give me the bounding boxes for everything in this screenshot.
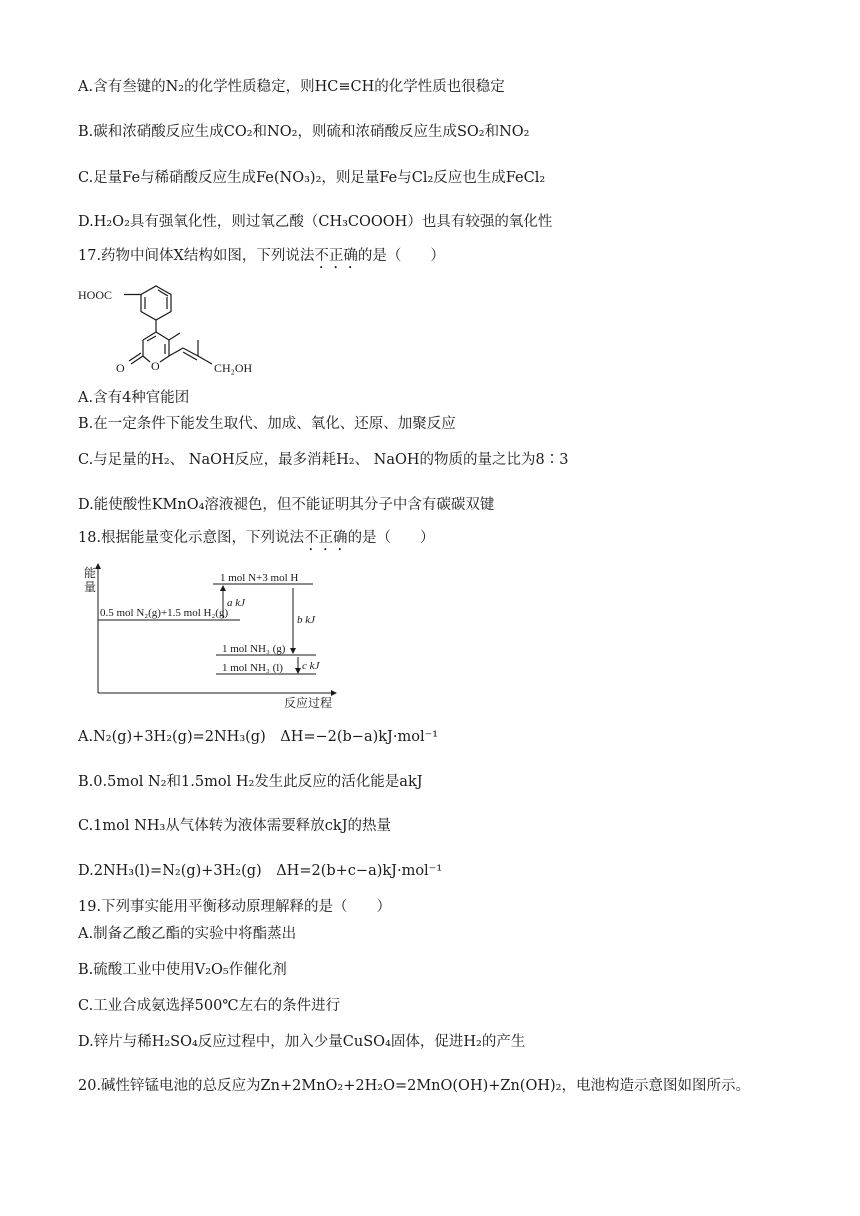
energy-levels [98, 584, 316, 674]
q18-stem [78, 528, 435, 554]
q18-stem-prefix: 18.根据能量变化示意图，下列说法 [78, 530, 305, 546]
arrow-a-label: a kJ [227, 597, 246, 609]
q18-stem-suffix: 的是（ ） [347, 530, 435, 546]
q16-option-b: B.碳和浓硝酸反应生成CO₂和NO₂，则硫和浓硝酸反应生成SO₂和NO₂ [78, 124, 530, 140]
level-gas-label: 1 mol NH₃ (g) [222, 643, 286, 655]
energy-x-label: 反应过程 [284, 696, 333, 710]
q16-option-a: A.含有叁键的N₂的化学性质稳定，则HC≡CH的化学性质也很稳定 [78, 79, 505, 95]
q17-option-c: C.与足量的H₂、 NaOH反应，最多消耗H₂、 NaOH的物质的量之比为8∶3 [78, 452, 569, 468]
q17-option-a: A.含有4种官能团 [78, 390, 190, 406]
q18-energy-diagram [80, 560, 350, 710]
q18-stem-emphasis: 不正确 [304, 530, 348, 546]
level-atoms-label: 1 mol N+3 mol H [220, 572, 299, 584]
arrow-b-label: b kJ [297, 614, 316, 626]
level-reactants-label: 0.5 mol N₂(g)+1.5 mol H₂(g) [100, 607, 229, 619]
q19-stem: 19.下列事实能用平衡移动原理解释的是（ ） [78, 899, 392, 915]
energy-y-label-2: 量 [84, 580, 97, 594]
q19-option-a: A.制备乙酸乙酯的实验中将酯蒸出 [78, 926, 297, 942]
q16-option-c: C.足量Fe与稀硝酸反应生成Fe(NO₃)₂，则足量Fe与Cl₂反应也生成FeCl₂ [78, 170, 546, 186]
energy-y-label-1: 能 [84, 566, 97, 580]
q17-option-d: D.能使酸性KMnO₄溶液褪色，但不能证明其分子中含有碳碳双键 [78, 497, 495, 513]
q17-stem-emphasis: 不正确 [314, 248, 358, 264]
q16-option-d: D.H₂O₂具有强氧化性，则过氧乙酸（CH₃COOOH）也具有较强的氧化性 [78, 214, 553, 230]
q18-option-c: C.1mol NH₃从气体转为液体需要释放ckJ的热量 [78, 818, 392, 834]
q19-option-c: C.工业合成氨选择500℃左右的条件进行 [78, 998, 341, 1014]
structure-cooh-label: HOOC [78, 288, 113, 302]
q18-option-a: A.N₂(g)+3H₂(g)=2NH₃(g) ΔH=−2(b−a)kJ·mol⁻¹ [78, 729, 439, 745]
q17-structure-diagram [76, 278, 296, 384]
q17-option-b: B.在一定条件下能发生取代、加成、氧化、还原、加聚反应 [78, 416, 456, 432]
q18-option-d: D.2NH₃(l)=N₂(g)+3H₂(g) ΔH=2(b+c−a)kJ·mol⁻¹ [78, 863, 443, 879]
level-liquid-label: 1 mol NH₃ (l) [222, 662, 283, 674]
q19-option-d: D.锌片与稀H₂SO₄反应过程中，加入少量CuSO₄固体，促进H₂的产生 [78, 1034, 526, 1050]
q18-option-b: B.0.5mol N₂和1.5mol H₂发生此反应的活化能是akJ [78, 774, 423, 790]
q20-stem: 20.碱性锌锰电池的总反应为Zn+2MnO₂+2H₂O=2MnO(OH)+Zn(OH)₂，电池构造示意图如图所示。 [78, 1078, 750, 1094]
q17-stem-suffix: 的是（ ） [357, 248, 445, 264]
q17-stem [78, 246, 445, 272]
q19-option-b: B.硫酸工业中使用V₂O₅作催化剂 [78, 962, 287, 978]
arrow-c-label: c kJ [302, 660, 320, 672]
structure-ch2oh-label: CH₂OH [214, 361, 253, 375]
structure-ring-o-label: O [151, 359, 160, 373]
structure-carbonyl-o-label: O [116, 361, 125, 375]
q17-stem-prefix: 17.药物中间体X结构如图，下列说法 [78, 248, 315, 264]
structure-bonds [124, 286, 212, 364]
